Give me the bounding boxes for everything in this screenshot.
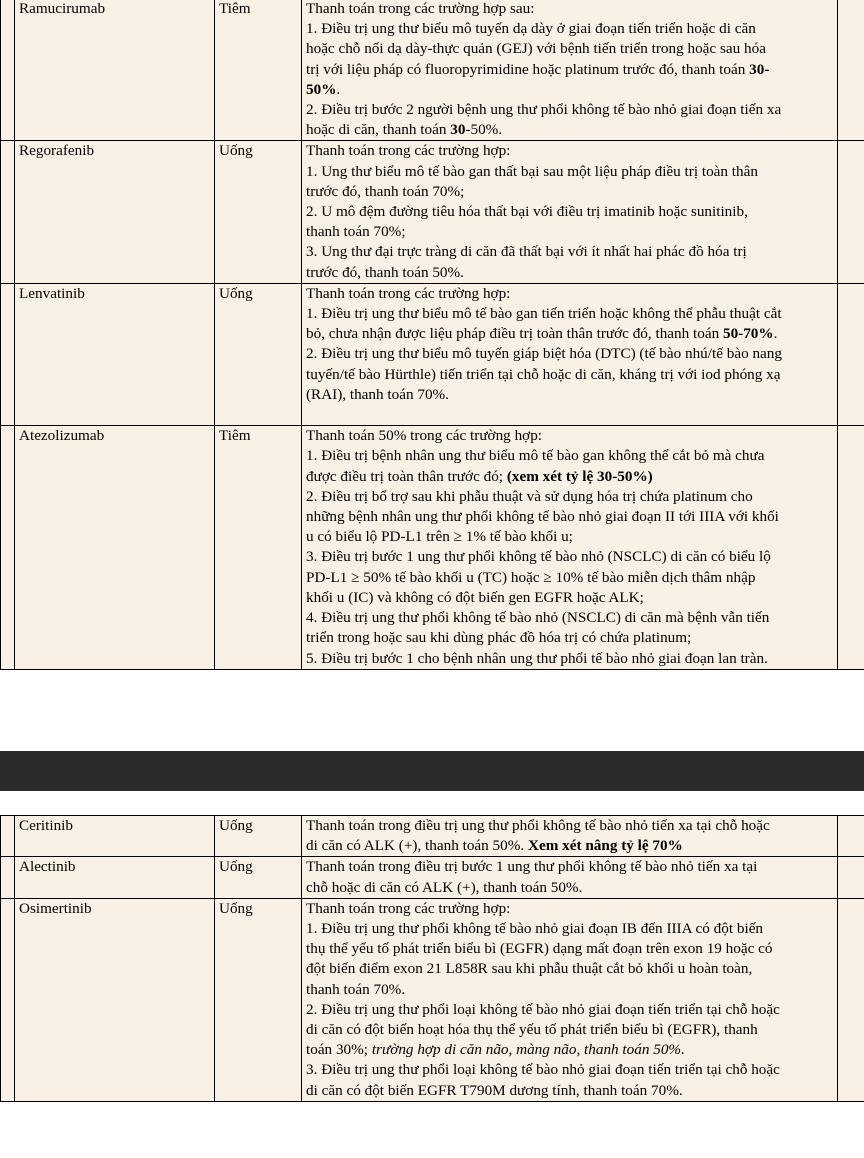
payment-conditions-cell [302, 141, 838, 283]
row-index-cell [1, 426, 15, 669]
condition-line [306, 939, 834, 959]
condition-line [306, 568, 834, 588]
drug-name-cell: Ramucirumab [15, 0, 215, 141]
condition-line [306, 385, 834, 405]
condition-line [306, 487, 834, 507]
condition-text: 2. Điều trị bước 2 người bệnh ung thư phổi không tế bào nhỏ giai đoạn tiến xa [306, 101, 782, 119]
condition-text: hoặc chỗ nối dạ dày-thực quản (GEJ) với bệnh tiến triển trong hoặc sau hóa [306, 40, 766, 58]
payment-conditions-cell [302, 0, 838, 141]
condition-line [306, 547, 834, 567]
condition-line [306, 527, 834, 547]
table-row [1, 426, 864, 669]
condition-text: 2. Điều trị bổ trợ sau khi phẫu thuật và sử dụng hóa trị chứa platinum cho [306, 487, 753, 505]
condition-text: toán 30%; [306, 1041, 372, 1059]
condition-text: Thanh toán 50% trong các trường hợp: [306, 427, 543, 445]
condition-line [306, 242, 834, 262]
condition-text: hoặc di căn, thanh toán [306, 121, 451, 139]
condition-line [306, 1060, 834, 1080]
condition-text: thanh toán 70%; [306, 223, 406, 241]
notes-cell [838, 0, 864, 141]
condition-line [306, 959, 834, 979]
page-break-band [0, 751, 864, 791]
condition-text: 1. Điều trị ung thư phổi không tế bào nhỏ giai đoạn IB đến IIIA có đột biến [306, 920, 764, 938]
condition-text: 3. Điều trị bước 1 ung thư phổi không tế bào nhỏ (NSCLC) di căn có biểu lộ [306, 548, 771, 566]
condition-text: 30 [450, 121, 466, 139]
condition-text: 2. Điều trị ung thư phổi loại không tế bào nhỏ giai đoạn tiến triển tại chỗ hoặc [306, 1000, 780, 1018]
route-cell: Tiêm [215, 426, 302, 669]
condition-line [306, 878, 834, 898]
drug-name-cell: Alectinib [15, 857, 215, 898]
condition-line [306, 324, 834, 344]
condition-line [306, 100, 834, 120]
payment-conditions-cell [302, 426, 838, 669]
table-row [1, 857, 864, 898]
condition-line [306, 0, 834, 19]
condition-line [306, 304, 834, 324]
condition-line [306, 39, 834, 59]
condition-line [306, 608, 834, 628]
condition-text: thanh toán 70%. [306, 980, 406, 998]
notes-cell [838, 141, 864, 283]
condition-line [306, 1000, 834, 1020]
condition-text: Xem xét nâng tỷ lệ 70% [527, 837, 683, 855]
condition-line [306, 507, 834, 527]
condition-text: (RAI), thanh toán 70%. [306, 385, 449, 403]
condition-text: 30- [749, 60, 770, 78]
route-cell: Uống [215, 816, 302, 857]
condition-line [306, 919, 834, 939]
notes-cell [838, 857, 864, 898]
condition-line [306, 120, 834, 140]
drug-name-cell: Regorafenib [15, 141, 215, 283]
condition-text: khối u (IC) và không có đột biến gen EGFR hoặc ALK; [306, 588, 644, 606]
drug-name-cell: Osimertinib [15, 898, 215, 1101]
notes-cell [838, 283, 864, 425]
condition-line [306, 446, 834, 466]
condition-text: triển trong hoặc sau khi dùng phác đồ hóa trị có chứa platinum; [306, 629, 692, 647]
condition-text: tuyến/tế bào Hürthle) tiến triển tại chỗ hoặc di căn, kháng trị với iod phóng xạ [306, 365, 781, 383]
condition-line [306, 365, 834, 385]
condition-text: u có biểu lộ PD-L1 trên ≥ 1% tế bào khối u; [306, 528, 573, 546]
condition-line [306, 816, 834, 836]
table-row [1, 0, 864, 141]
condition-line [306, 426, 834, 446]
condition-line [306, 141, 834, 161]
condition-line [306, 1040, 834, 1060]
condition-text: 1. Điều trị ung thư biểu mô tế bào gan tiến triển hoặc không thể phẫu thuật cắt [306, 305, 782, 323]
condition-line [306, 162, 834, 182]
condition-line [306, 628, 834, 648]
condition-line [306, 60, 834, 80]
condition-text: 4. Điều trị ung thư phổi không tế bào nhỏ (NSCLC) di căn mà bệnh vẫn tiến [306, 609, 770, 627]
table-row [1, 816, 864, 857]
condition-text: . [336, 80, 341, 98]
condition-text: 50-70% [722, 325, 774, 343]
condition-line [306, 182, 834, 202]
condition-line [306, 19, 834, 39]
condition-text: di căn có ALK (+), thanh toán 50%. [306, 837, 528, 855]
condition-text: di căn có đột biến EGFR T790M dương tính, thanh toán 70%. [306, 1081, 683, 1099]
condition-text: Thanh toán trong các trường hợp: [306, 899, 511, 917]
condition-line [306, 1081, 834, 1101]
condition-text: trước đó, thanh toán 50%. [306, 263, 464, 281]
route-cell: Uống [215, 898, 302, 1101]
condition-text: đột biến điểm exon 21 L858R sau khi phẫu thuật cắt bỏ khối u hoàn toàn, [306, 960, 753, 978]
condition-text: Thanh toán trong các trường hợp sau: [306, 0, 535, 17]
condition-line [306, 899, 834, 919]
condition-text: -50%. [465, 121, 503, 139]
condition-text: 1. Điều trị ung thư biểu mô tuyến dạ dày ở giai đoạn tiến triển hoặc di căn [306, 20, 756, 38]
condition-line [306, 284, 834, 304]
condition-text: trị với liệu pháp có fluoropyrimidine hoặc platinum trước đó, thanh toán [306, 60, 750, 78]
condition-line [306, 1020, 834, 1040]
row-index-cell [1, 898, 15, 1101]
payment-conditions-cell [302, 816, 838, 857]
payment-conditions-cell [302, 857, 838, 898]
condition-text: chỗ hoặc di căn có ALK (+), thanh toán 50%. [306, 878, 583, 896]
row-index-cell [1, 141, 15, 283]
table-row [1, 141, 864, 283]
notes-cell [838, 816, 864, 857]
condition-line [306, 263, 834, 283]
condition-text: 5. Điều trị bước 1 cho bệnh nhân ung thư phổi tế bào nhỏ giai đoạn lan tràn. [306, 649, 768, 667]
payment-conditions-cell [302, 283, 838, 425]
condition-line [306, 857, 834, 877]
condition-text: 1. Ung thư biểu mô tế bào gan thất bại sau một liệu pháp điều trị toàn thân [306, 162, 758, 180]
condition-line [306, 980, 834, 1000]
condition-text: 1. Điều trị bệnh nhân ung thư biểu mô tế bào gan không thể cắt bỏ mà chưa [306, 447, 765, 465]
condition-text: Thanh toán trong điều trị bước 1 ung thư phổi không tế bào nhỏ tiến xa tại [306, 858, 758, 876]
condition-text: (xem xét tỷ lệ 30-50%) [506, 467, 653, 485]
condition-line [306, 202, 834, 222]
condition-text: PD-L1 ≥ 50% tế bào khối u (TC) hoặc ≥ 10% tế bào miễn dịch thâm nhập [306, 568, 756, 586]
condition-text: được điều trị toàn thân trước đó; [306, 467, 507, 485]
condition-text: . [773, 325, 778, 343]
route-cell: Uống [215, 857, 302, 898]
condition-line [306, 467, 834, 487]
condition-text: trước đó, thanh toán 70%; [306, 182, 465, 200]
table-row [1, 898, 864, 1101]
condition-text: 2. Điều trị ung thư biểu mô tuyến giáp biệt hóa (DTC) (tế bào nhú/tế bào nang [306, 345, 782, 363]
drug-coverage-table-bottom [0, 815, 864, 1102]
row-index-cell [1, 283, 15, 425]
condition-line [306, 588, 834, 608]
drug-name-cell: Atezolizumab [15, 426, 215, 669]
condition-text: Thanh toán trong điều trị ung thư phổi không tế bào nhỏ tiến xa tại chỗ hoặc [306, 817, 770, 834]
condition-line [306, 80, 834, 100]
drug-name-cell: Ceritinib [15, 816, 215, 857]
condition-line [306, 836, 834, 856]
payment-conditions-cell [302, 898, 838, 1101]
route-cell: Uống [215, 141, 302, 283]
notes-cell [838, 426, 864, 669]
condition-line [306, 405, 834, 425]
condition-line [306, 222, 834, 242]
condition-line [306, 649, 834, 669]
condition-text: 3. Điều trị ung thư phổi loại không tế bào nhỏ giai đoạn tiến triển tại chỗ hoặc [306, 1061, 780, 1079]
condition-text: bỏ, chưa nhận được liệu pháp điều trị toàn thân trước đó, thanh toán [306, 325, 723, 343]
condition-text: những bệnh nhân ung thư phổi không tế bào nhỏ giai đoạn II tới IIIA với khối [306, 508, 779, 526]
condition-line [306, 344, 834, 364]
row-index-cell [1, 857, 15, 898]
condition-text: trường hợp di căn não, màng não, thanh toán 50%. [371, 1041, 685, 1059]
condition-text: thụ thể yếu tố phát triển biểu bì (EGFR) dạng mất đoạn trên exon 19 hoặc có [306, 940, 773, 958]
row-index-cell [1, 0, 15, 141]
condition-text: 50% [306, 80, 337, 98]
condition-text: di căn có đột biến hoạt hóa thụ thể yếu tố phát triển biểu bì (EGFR), thanh [306, 1021, 758, 1039]
route-cell: Uống [215, 283, 302, 425]
route-cell: Tiêm [215, 0, 302, 141]
notes-cell [838, 898, 864, 1101]
condition-text: Thanh toán trong các trường hợp: [306, 284, 511, 302]
drug-name-cell: Lenvatinib [15, 283, 215, 425]
condition-text: 2. U mô đệm đường tiêu hóa thất bại với điều trị imatinib hoặc sunitinib, [306, 203, 748, 221]
row-index-cell [1, 816, 15, 857]
condition-text: 3. Ung thư đại trực tràng di căn đã thất bại với ít nhất hai phác đồ hóa trị [306, 243, 747, 261]
table-row [1, 283, 864, 425]
condition-text: Thanh toán trong các trường hợp: [306, 142, 511, 160]
